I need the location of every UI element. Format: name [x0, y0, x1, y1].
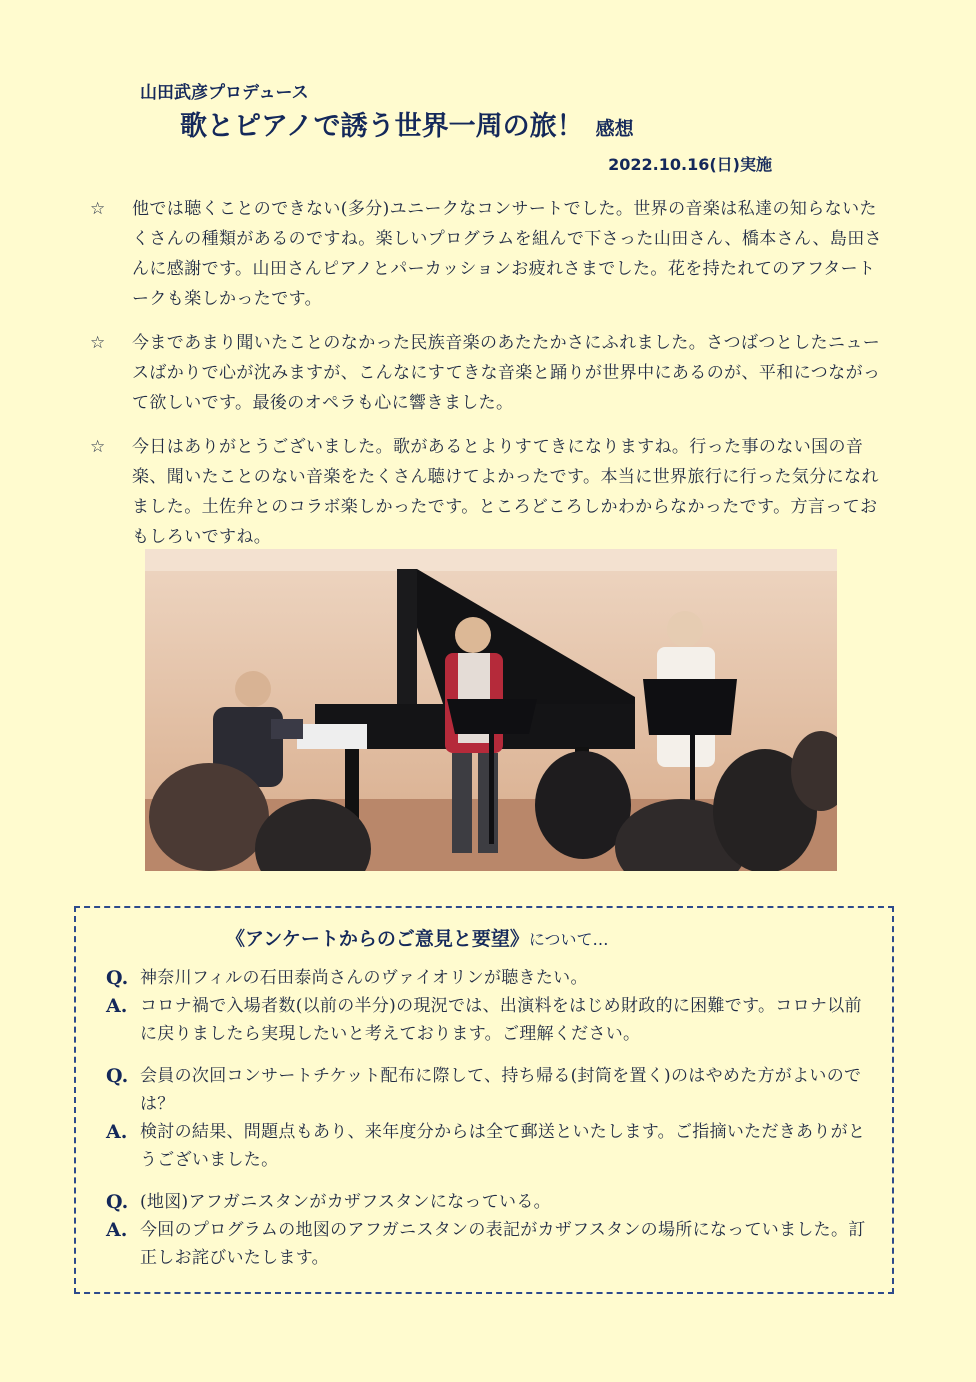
title-suffix: 感想	[595, 118, 634, 140]
comment-list	[90, 194, 890, 566]
title-row	[180, 104, 634, 143]
qa-pair	[106, 964, 876, 1048]
answer-text: コロナ禍で入場者数(以前の半分)の現況では、出演料をはじめ財政的に困難です。コロナ以前に戻りましたら実現したいと考えております。ご理解ください。	[140, 996, 862, 1044]
question-text: (地図)アフガニスタンがカザフスタンになっている。	[140, 1192, 551, 1212]
answer-mark: A.	[106, 1219, 128, 1241]
question-text: 会員の次回コンサートチケット配布に際して、持ち帰る(封筒を置く)のはやめた方がよいのでは？	[140, 1066, 862, 1114]
question-mark: Q.	[106, 1191, 129, 1213]
survey-box	[74, 906, 894, 1294]
comment-item	[90, 328, 890, 418]
question-text: 神奈川フィルの石田泰尚さんのヴァイオリンが聴きたい。	[140, 968, 588, 988]
page-title: 歌とピアノで誘う世界一周の旅！	[180, 111, 584, 142]
answer-mark: A.	[106, 1121, 128, 1143]
comment-text: 他では聴くことのできない(多分)ユニークなコンサートでした。世界の音楽は私達の知らないたくさんの種類があるのですね。楽しいプログラムを組んで下さった山田さん、橋本さん、島田さんに感謝です。山田さんピアノとパーカッションお疲れさまでした。花を持たれてのアフタートークも楽しかったです。	[132, 199, 883, 309]
star-icon: ☆	[90, 437, 106, 457]
answer-line	[106, 992, 876, 1048]
question-mark: Q.	[106, 967, 129, 989]
qa-pair	[106, 1062, 876, 1174]
comment-item	[90, 194, 890, 314]
qa-pair	[106, 1188, 876, 1272]
star-icon: ☆	[90, 199, 106, 219]
comment-item	[90, 432, 890, 552]
answer-line	[106, 1118, 876, 1174]
answer-text: 検討の結果、問題点もあり、来年度分からは全て郵送といたします。ご指摘いただきありがとうございました。	[140, 1122, 866, 1170]
concert-photo	[145, 549, 837, 871]
star-icon: ☆	[90, 333, 106, 353]
question-line	[106, 964, 876, 992]
comment-text: 今まであまり聞いたことのなかった民族音楽のあたたかさにふれました。さつばつとしたニュースばかりで心が沈みますが、こんなにすてきな音楽と踊りが世界中にあるのが、平和につながって欲しいです。最後のオペラも心に響きました。	[132, 333, 881, 413]
question-line	[106, 1188, 876, 1216]
answer-mark: A.	[106, 995, 128, 1017]
survey-heading-main: 《アンケートからのご意見と要望》	[226, 928, 529, 950]
survey-heading-tail: について…	[528, 930, 609, 949]
survey-heading	[226, 924, 609, 951]
question-mark: Q.	[106, 1065, 129, 1087]
comment-text: 今日はありがとうございました。歌があるとよりすてきになりますね。行った事のない国の音楽、聞いたことのない音楽をたくさん聴けてよかったです。本当に世界旅行に行った気分になれました。土佐弁とのコラボ楽しかったです。ところどころしかわからなかったです。方言っておもしろいですね。	[132, 437, 879, 547]
qa-list	[106, 964, 876, 1286]
concert-photo-illustration	[145, 549, 837, 871]
question-line	[106, 1062, 876, 1118]
answer-text: 今回のプログラムの地図のアフガニスタンの表記がカザフスタンの場所になっていました。訂正しお詫びいたします。	[140, 1220, 866, 1268]
producer-label: 山田武彦プロデュース	[140, 83, 309, 103]
event-date: 2022.10.16(日)実施	[608, 155, 772, 174]
answer-line	[106, 1216, 876, 1272]
